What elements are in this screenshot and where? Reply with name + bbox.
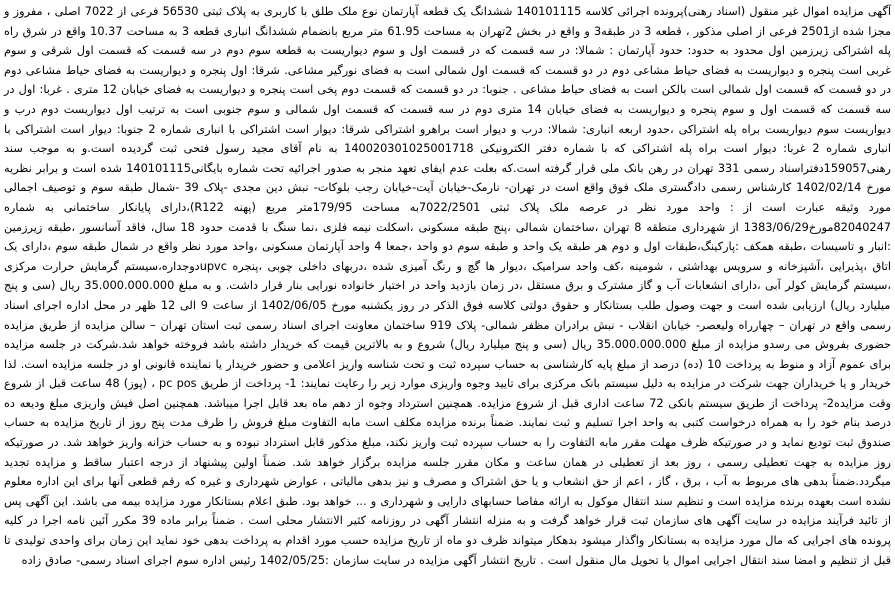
- notice-line: تهران در رهن بانک ملی قرار گرفته است.که بعلت عدم ایفای تعهد منجر به صدور اجرائیه تحت شماره بایگانی140101115 شده است و برابر نظریه مورخ 1402/02/14 کارشناس: [4, 161, 891, 195]
- notice-line: اشتراکی ،حدود اربعه انباری: شمالا: درب و دیوار است براهرو اشتراکی شرقا: دیوار است اشتراکی با انباری شماره 2 جنوبا: دیوار است اشتراکی با انباری شماره 2 غربا: دیوار است: [4, 122, 891, 156]
- notice-line: آگهی مزایده اموال غیر منقول (اسناد رهنی)پرونده اجرائی کلاسه 140101115 ششدانگ یک قطعه آپارتمان نوع ملک طلق با کاربری به پلاک ثبتی 56530 فرعی از 7022 اصلی ،: [42, 5, 891, 18]
- notice-line: :پارکینگ،طبقات اول و دوم هر طبقه یک واحد و طبقه سوم دو واحد ،جمعا 4 واحد آپارتمان مسکونی ،واحد مورد نظر واقع در شمال طبقه سوم ،دارای یک اتاق ،پذیرایی ،آشپزخانه و: [4, 240, 891, 273]
- notice-line: قرار خواهد گرفت و به منزله انتشار آگهی در روزنامه کثیر الانتشار محلی است . ضمناً برابر ماده 39 مکرر آئین نامه اجرا در کلیه پرونده های اجرایی که مال مورد مزایده به بستانکار: [4, 514, 891, 548]
- notice-line: رسمی واقع در تهران – چهارراه ولیعصر- خیابان انقلاب - نبش برادران مظفر شمالی- پلاک 919 ساختمان معاونت اجرای اسناد رسمی ثبت استان تهران – سالن مزایده از طریق: [34, 318, 891, 332]
- notice-line: واحد مورد نظر در عرصه ملک پلاک ثبتی 7022/2501به مساحت 179/95متر مربع (پهنه R122)،دارای پایانکار ساختمانی به شماره 82040247مورخ1383/06/29 از شهرداری منطقه: [4, 200, 891, 234]
- notice-line: به ارائه مفاصا حسابهای دارایی و شهرداری و ... خواهد بود. طبق اعلام بستانکار مورد مزایده بیمه می باشد. این آگهی پس از تائید فرآیند مزایده در سایت آگهی های سازمان ثبت: [4, 494, 891, 528]
- notice-line: پنجره و دیواریست به فضای خیابان 14 متری دوم در سه قسمت که قسمت اول شمالی و سوم جنوبی است به ترتیب اول دیواریست دوم درب و دیواریست سوم دیواریست براه پله: [4, 102, 891, 136]
- notice-line: فروش را ظرف مدت پنج روز از تاریخ مزایده به حساب صندوق ثبت تودیع نماید و در صورتیکه ظرف مهلت مقرر مابه التفاوت را به حساب سپرده ثبت واریز نکند، مبلغ مذکور قابل: [4, 416, 892, 450]
- notice-line: در شرق راه پله اشتراکی زیرزمین اول محدود به حدود: حدود آپارتمان : شمالا: در سه قسمت که در قسمت اول و سوم دیواریست به قطعه سوم دوم در سه قسمت که قسمت اول: [4, 24, 892, 58]
- notice-line: ارزیابی شده است و جهت وصول طلب بستانکار و حقوق دولتی کلاسه فوق الذکر در روز یکشنبه مورخ 1402/06/05 از ساعت 9 الی 12 ظهر در محل اداره اجرای اسناد: [4, 298, 826, 312]
- notice-line: جلسه مزایده است. لذا خریدار و یا خریداران جهت شرکت در مزایده به دلیل سیستم بانک مرکزی برای تایید وجوه واریزی موارد زیر را رعایت نمایند: 1- پرداخت از طریق: [4, 357, 892, 391]
- notice-line: شرقی و سوم غربی است پنجره و دیواریست به فضای حیاط مشاعی دوم در دو قسمت که قسمت اول شمالی است به فضای نورگیر مشاعی. شرقا: اول پنجره و دیواریست به فضای حیاط مشاعی دوم در دو قسمت که قسمت اول شمالی است: [4, 44, 891, 97]
- notice-line: کولر آبی ،دارای انشعابات آب و گاز مشترک و برق مستقل ،در زمان بازدید واحد در اختیار خانواده نورایی بنار قرار داشت. و به مبلغ 35.000.000.000 ریال (سی و پنج میلیارد ریال): [4, 279, 891, 312]
- notice-line: بالکن است به فضای حیاط مشاعی . جنوبا: در دو قسمت که قسمت دوم پخی است پنجره و دیواریست به فضای خیابان 12 متری . غربا: اول در سه قسمت که قسمت اول و سوم: [4, 83, 891, 116]
- notice-line: میباشد. همچنین اصل فیش واریزی مبلغ ودیعه ده درصد بنام خود را به همراه درخواست کتبی به واحد اجرا تسلیم و ثبت نمایند. ضمناً برنده مزایده مکلف است مابه التفاوت مبلغ: [4, 396, 891, 430]
- notice-line: مفروز و مجزا شده از2501 فرعی از اصلی مذکور ، قطعه 3 در طبقه3 و واقع در بخش 2تهران به مساحت 61.95 متر مربع بانضمام ششدانگ انباری قطعه 3 به مساحت 10.37 واقع: [4, 5, 892, 38]
- notice-line: pc pos ، (پوز) 48 ساعت قبل از شروع وقت مزایده2- پرداخت از طریق سیستم بانکی 72 ساعت اداری قبل از شروع مزایده. همچنین استرداد وجوه از دهم ماه بعد قابل اجرا: [4, 377, 891, 410]
- notice-line: یا تحویل مال منقول است . تاریخ انتشار آگهی مزایده در سایت سازمان :1402/05/25 رئیس اداره سوم اجرای اسناد رسمی- صادق زاده: [21, 553, 670, 567]
- notice-line: انشعاب و یا حق اشتراک و مصرف و نیز بدهی مالیاتی ، عوارض شهرداری و غیره که رقم قطعی آنها برای این اداره معلوم نشده است بعهده برنده مزایده است و تنظیم سند انتقال موکول: [4, 475, 891, 508]
- notice-line: رسمی دادگستری ملک فوق واقع است در تهران- نارمک-خیابان آیت-خیابان رجب بلوکات- نبش دین مجدی -پلاک 39 -شمال طبقه سوم و توصیف اجمالی مورد وثیقه عبارت است از :: [4, 181, 891, 214]
- auction-notice-text: [4, 2, 891, 570]
- notice-line: واگذار میشود بدهکار میتواند ظرف دو ماه از تاریخ مزایده حسب مورد اقدام به پرداخت بدهی خود نماید این زمان برای واحدی تولیدی تا قبل از تنظیم و امضا سند انتقال اجرایی اموال: [4, 534, 891, 567]
- notice-line: 8 تهران ،ساختمان شمالی ،پنج طبقه مسکونی ،اسکلت نیمه فلزی ،نما سنگ با قدمت حدود 18 سال، فاقد آسانسور ،طبقه زیرزمین :انبار و تاسیسات ،طبقه همکف: [4, 220, 891, 254]
- notice-line: ضمناً اولین پیشنهاد از درجه اعتبار ساقط و مزایده تجدید میگردد.ضمناً بدهی های مربوط به آب ، برق ، گاز ، اعم از حق: [4, 455, 891, 489]
- notice-line: سرویس بهداشتی ، شومینه ،کف واحد سرامیک ،دیوار ها گچ و رنگ آمیزی شده ،دربهای داخلی چوبی ،پنجره upvcدوجداره،سیستم گرمایش حرارت مرکزی ،سیستم گرمایش: [4, 259, 892, 293]
- notice-line: مزایده حضوری بفروش می رسدو مزایده از مبلغ 35.000.000.000 ریال (سی و پنج میلیارد ریال) شروع و به بالاترین قیمت که خریدار داشته باشد فروخته خواهد شد.شرکت در: [4, 318, 891, 352]
- notice-line: جلسه مزایده برای عموم آزاد و منوط به پرداخت 10 (ده) درصد از مبلغ پایه کارشناسی به حساب سپرده ثبت و تحت شناسه واریز اعلامی و حضور خریدار یا نماینده قانونی او در: [4, 338, 891, 371]
- notice-line: براه پله اشتراکی که با شماره دفتر الکترونیکی 140020301025001718 به نام آقای مجید رسول فتحی ثبت گردیده است.و به موجب سند رهنی159057دفتراسناد رسمی 331: [4, 142, 892, 175]
- notice-line: استرداد نبوده و به حساب خزانه واریز خواهد شد. در صورتیکه روز مزایده به جهت تعطیلی رسمی ، روز بعد از تعطیلی در همان ساعت و مکان مقرر جلسه مزایده برگزار خواهد شد.: [4, 436, 891, 469]
